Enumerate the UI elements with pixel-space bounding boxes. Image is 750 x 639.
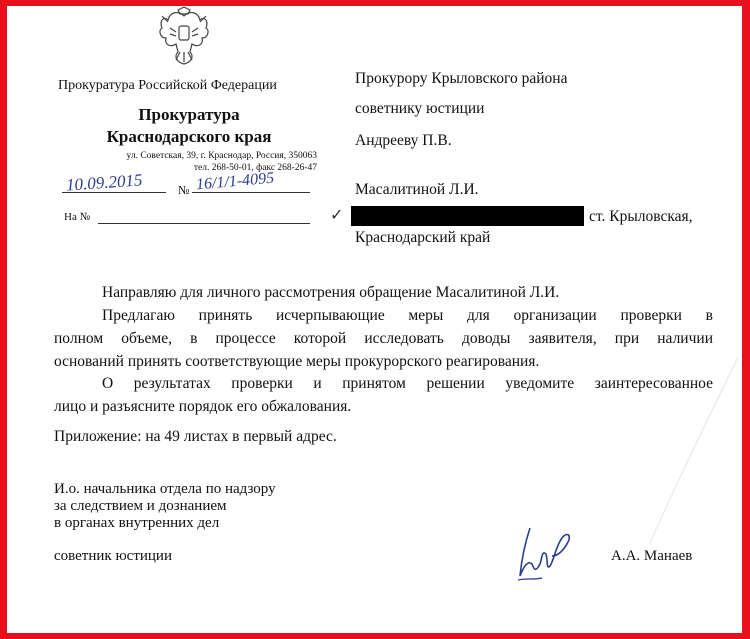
check-mark-icon: ✓ bbox=[330, 207, 344, 224]
recipient-line1: Прокурору Крыловского района bbox=[355, 70, 568, 87]
issuer-name-line1: Прокуратура bbox=[138, 105, 240, 124]
redaction-bar bbox=[351, 206, 584, 226]
paper-fold-line bbox=[620, 355, 740, 545]
signer-position bbox=[54, 481, 276, 532]
handwritten-signature bbox=[512, 520, 582, 590]
body-paragraph-2-line1: Предлагаю принять исчерпывающие меры для организации проверки в bbox=[102, 307, 713, 324]
body-paragraph-2-line3: оснований принять соответствующие меры прокурорского реагирования. bbox=[54, 353, 540, 370]
issuer-phone: тел. 268-50-01, факс 268-26-47 bbox=[193, 163, 317, 173]
issuer-name-line2: Краснодарского края bbox=[106, 127, 272, 146]
signer-position-line3: в органах внутренних дел bbox=[54, 515, 220, 531]
body-paragraph-3-line1: О результатах проверки и принятом решении уведомите заинтересованное bbox=[102, 375, 713, 392]
double-headed-eagle-emblem bbox=[156, 6, 212, 68]
signer-rank: советник юстиции bbox=[54, 548, 172, 564]
reference-label: На № bbox=[64, 211, 91, 223]
reference-underline bbox=[98, 223, 310, 224]
handwritten-date: 10.09.2015 bbox=[65, 170, 144, 195]
signer-position-line1: И.о. начальника отдела по надзору bbox=[54, 481, 276, 497]
signer-position-line2: за следствием и дознанием bbox=[54, 498, 227, 514]
recipient-line3: Андрееву П.В. bbox=[355, 132, 452, 149]
body-paragraph-2-line2: полном объеме, в процессе которой исследовать доводы заявителя, при наличии bbox=[54, 330, 713, 347]
issuer-org: Прокуратура Российской Федерации bbox=[58, 78, 277, 93]
issuer-street: ул. Советская, 39, г. Краснодар, Россия, 350063 bbox=[126, 151, 317, 161]
body-paragraph-3-line2: лицо и разъясните порядок его обжалования. bbox=[54, 398, 352, 415]
issuer-address bbox=[82, 150, 317, 174]
body-paragraph-1: Направляю для личного рассмотрения обращение Масалитиной Л.И. bbox=[102, 284, 560, 301]
signer-name: А.А. Манаев bbox=[611, 548, 693, 564]
applicant-address-part2: Краснодарский край bbox=[355, 229, 491, 246]
issuer-name bbox=[94, 104, 284, 148]
recipient-line2: советнику юстиции bbox=[355, 100, 485, 117]
number-label: № bbox=[178, 183, 190, 197]
applicant-name: Масалитиной Л.И. bbox=[355, 181, 479, 198]
applicant-address-part1: ст. Крыловская, bbox=[589, 208, 693, 225]
appendix-note: Приложение: на 49 листах в первый адрес. bbox=[54, 428, 337, 445]
handwritten-number: 16/1/1-4095 bbox=[195, 169, 275, 194]
